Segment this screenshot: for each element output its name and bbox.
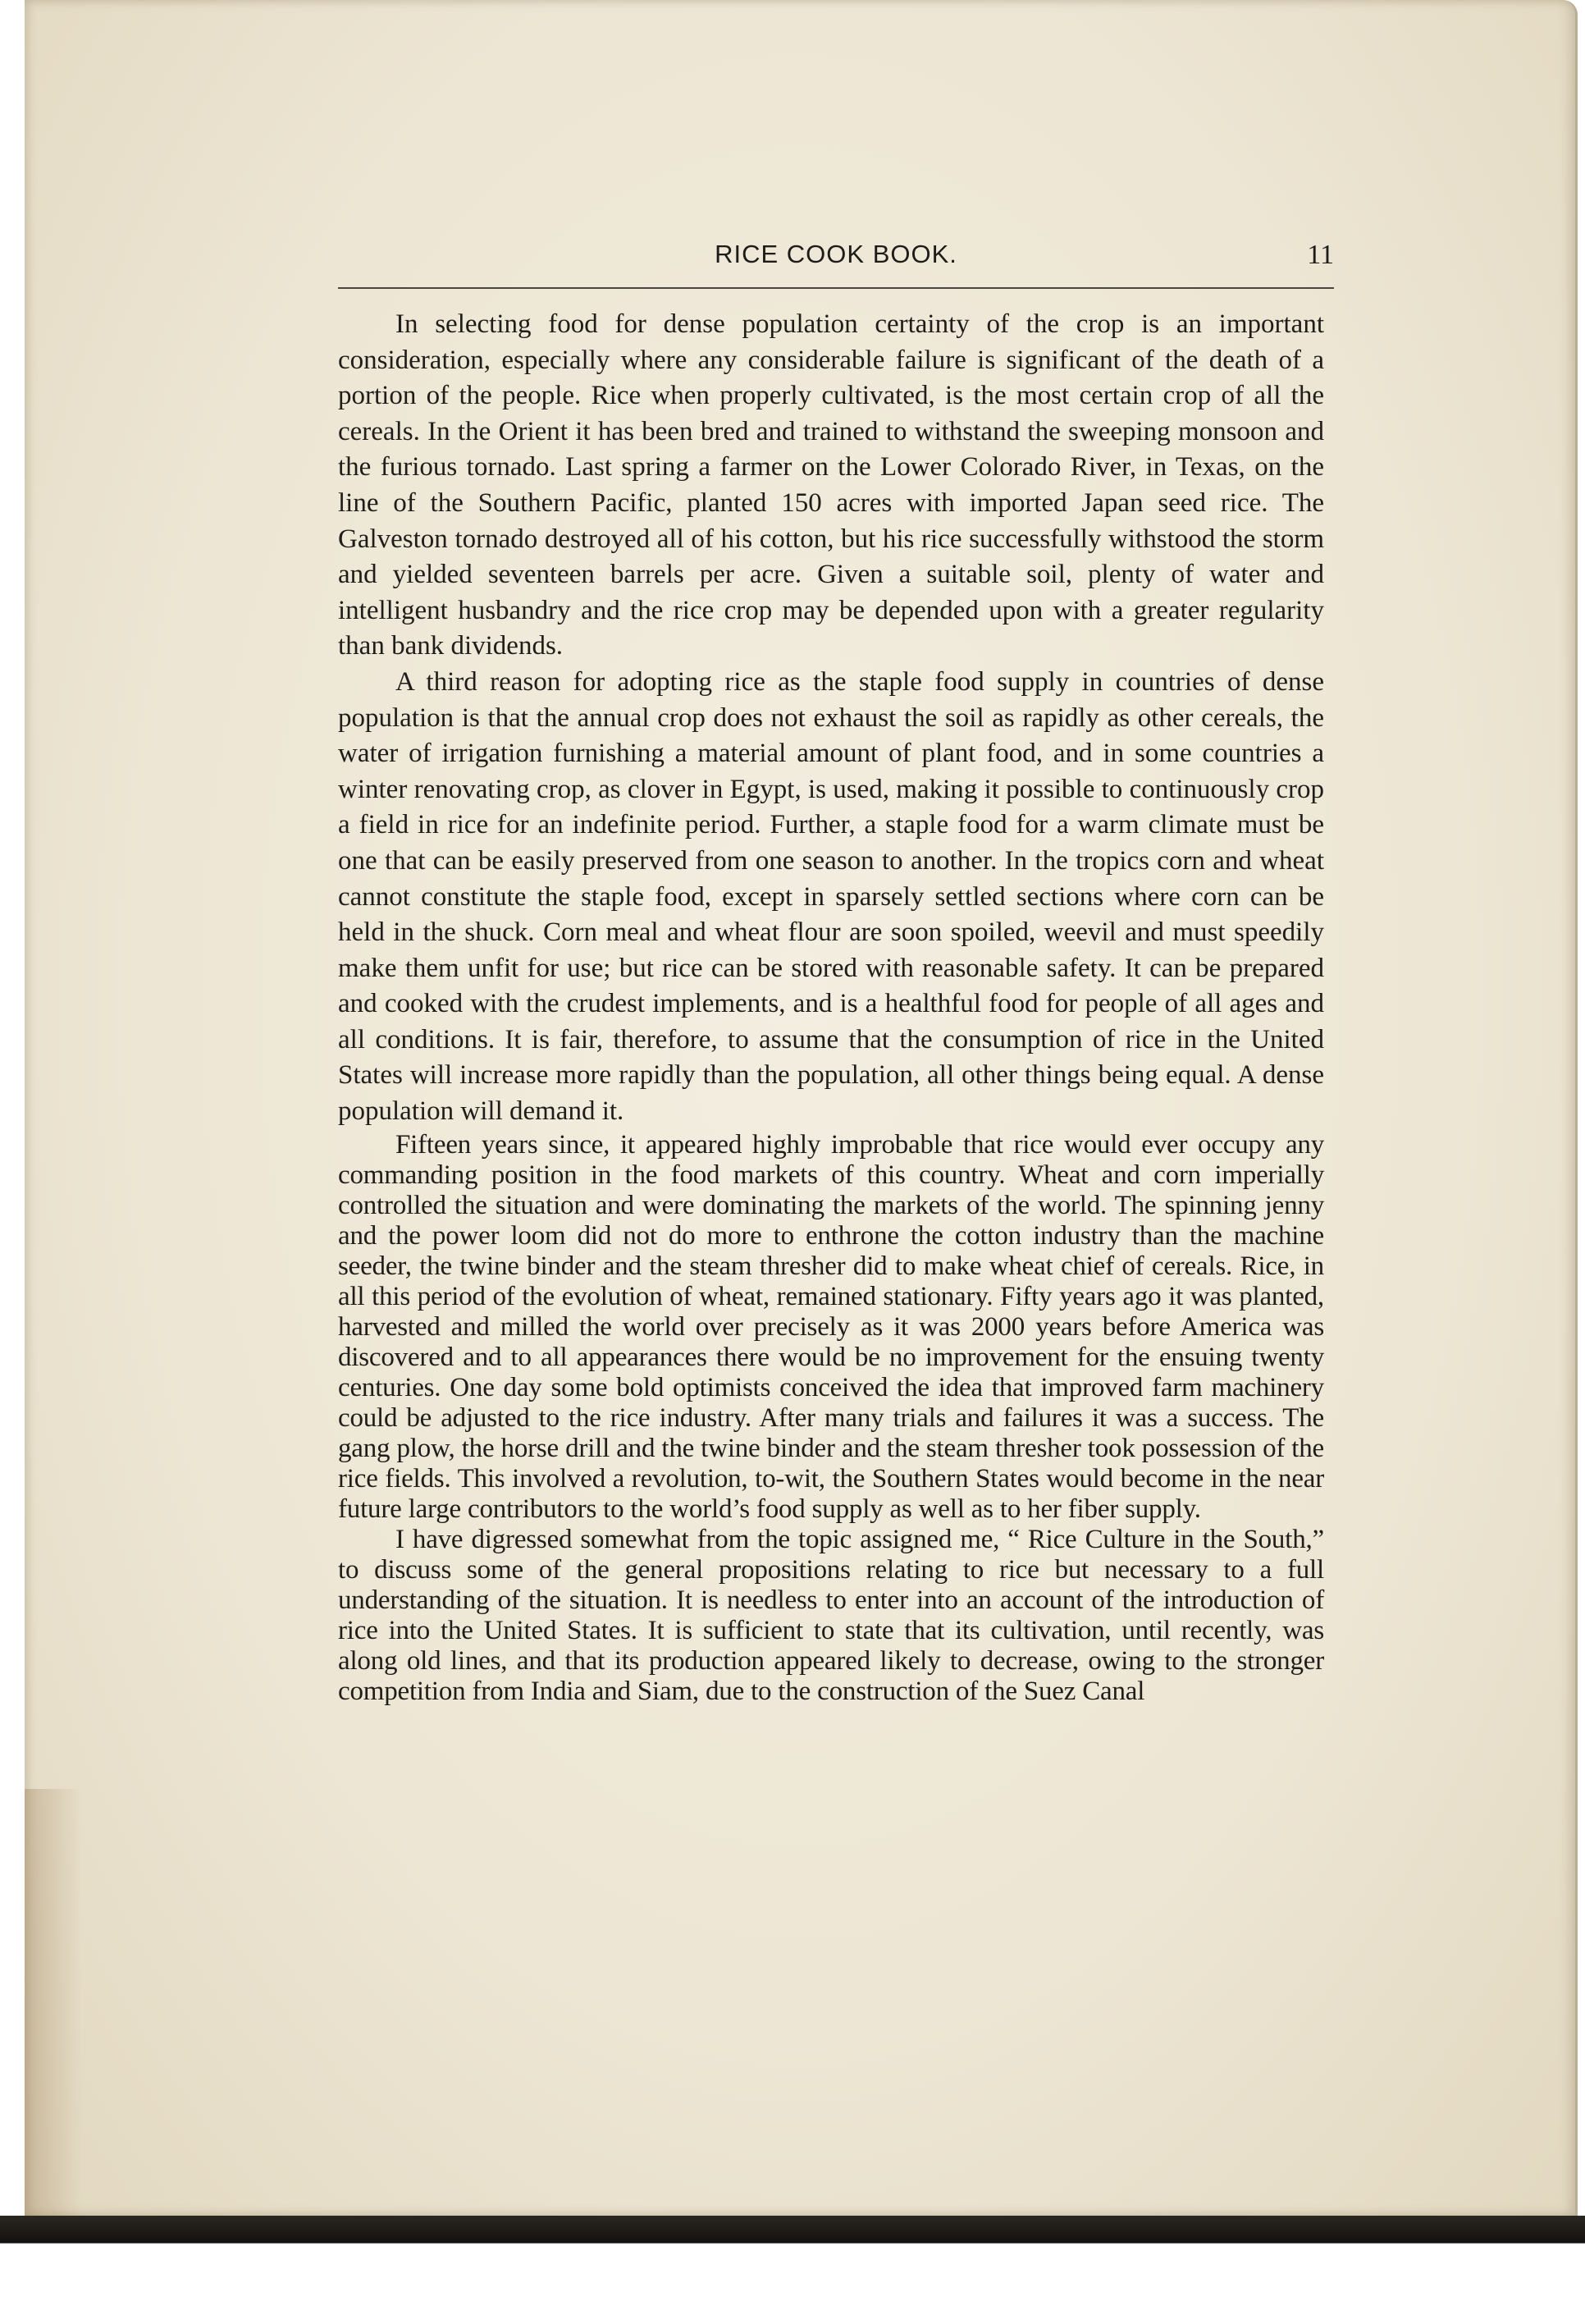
header-rule — [338, 287, 1334, 289]
paragraph: In selecting food for dense population certainty of the crop is an important consideration, especially where any considerable failure is significant of the death of a portion of the people. Rice when properly cultivated, is the most certain crop of all the cereals. In the Orient it has been bred and trained to withstand the sweeping monsoon and the furious tornado. Last spring a farmer on the Lower Colorado River, in Texas, on the line of the Southern Pacific, planted 150 acres with imported Japan seed rice. The Galveston tornado destroyed all of his cotton, but his rice successfully withstood the storm and yielded seventeen barrels per acre. Given a suitable soil, plenty of water and intelligent husbandry and the rice crop may be depended upon with a greater regularity than bank dividends. — [338, 309, 1324, 661]
page-number: 11 — [1307, 240, 1334, 270]
page-header — [338, 240, 1334, 281]
running-title: RICE COOK BOOK. — [715, 240, 957, 268]
paragraph: Fifteen years since, it appeared highly improbable that rice would ever occupy any commanding position in the food markets of this country. Wheat and corn imperially controlled the situation and were dominating the markets of the world. The spinning jenny and the power loom did not do more to enthrone the cotton industry than the machine seeder, the twine binder and the steam thresher did to make wheat chief of cereals. Rice, in all this period of the evolution of wheat, remained stationary. Fifty years ago it was planted, harvested and milled the world over precisely as it was 2000 years before America was discovered and to all appearances there would be no improvement for the ensuing twenty centuries. One day some bold optimists conceived the idea that improved farm machinery could be adjusted to the rice industry. After many trials and failures it was a success. The gang plow, the horse drill and the twine binder and the steam thresher took possession of the rice fields. This involved a revolution, to-wit, the Southern States would become in the near future large contributors to the world’s food supply as well as to her fiber supply. — [338, 1129, 1324, 1524]
paper-stain — [25, 1789, 82, 2216]
scan-bottom-edge — [0, 2216, 1585, 2324]
paragraph: I have digressed somewhat from the topic assigned me, “ Rice Culture in the South,” to discuss some of the general propositions relating to rice but necessary to a full understanding of the situation. It is needless to enter into an account of the introduction of rice into the United States. It is sufficient to state that its cultivation, until recently, was along old lines, and that its production appeared likely to decrease, owing to the stronger competition from India and Siam, due to the construction of the Suez Canal — [338, 1524, 1324, 1706]
paragraph: A third reason for adopting rice as the staple food supply in countries of dense population is that the annual crop does not exhaust the soil as rapidly as other cereals, the water of irrigation furnishing a material amount of plant food, and in some countries a winter renovating crop, as clover in Egypt, is used, making it possible to continuously crop a field in rice for an indefinite period. Further, a staple food for a warm climate must be one that can be easily preserved from one season to another. In the tropics corn and wheat cannot constitute the staple food, except in sparsely settled sections where corn can be held in the shuck. Corn meal and wheat flour are soon spoiled, weevil and must speedily make them unfit for use; but rice can be stored with reasonable safety. It can be prepared and cooked with the crudest implements, and is a healthful food for people of all ages and all conditions. It is fair, therefore, to assume that the consumption of rice in the United States will increase more rapidly than the population, all other things being equal. A dense population will demand it. — [338, 666, 1324, 1127]
body-text — [338, 307, 1324, 1707]
